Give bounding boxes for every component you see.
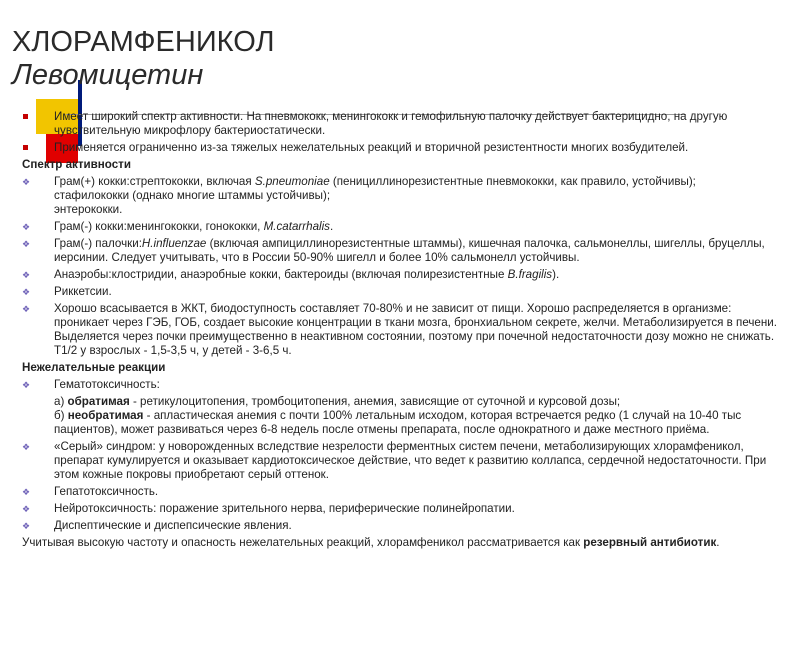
adverse-item-hepato: ❖ Гепатотоксичность.	[22, 485, 782, 499]
species-name: M.catarrhalis	[263, 220, 330, 233]
bold-term: резервный антибиотик	[583, 536, 717, 549]
adverse-item-hemato: ❖ Гематотоксичность:	[22, 378, 782, 392]
spectrum-item-grampos-cocci	[22, 175, 782, 217]
text-segment: .	[716, 536, 720, 549]
text-segment: .	[329, 220, 334, 233]
adverse-heading: Нежелательные реакции	[22, 361, 166, 374]
text-segment: Учитывая высокую частоту и опасность нежелательных реакций, хлорамфеникол рассматривается как	[22, 536, 584, 549]
bold-term: обратимая	[67, 395, 130, 408]
text-segment: - ретикулоцитопения, тромбоцитопения, анемия, зависящие от суточной и курсовой дозы;	[129, 395, 621, 408]
intro-bullet-1: Имеет широкий спектр активности. На пневмококк, менингококк и гемофильную палочку действует бактерицидно, на другую чувствительную микрофлору бактериостатически.	[22, 110, 782, 138]
conclusion	[22, 536, 782, 550]
slide-title	[12, 26, 275, 92]
text-segment: Грам(-) палочки:	[54, 237, 142, 250]
title-main: ХЛОРАМФЕНИКОЛ	[12, 26, 275, 58]
text-segment: (пенициллинорезистентные пневмококки, как правило, устойчивы);	[329, 175, 696, 188]
title-subtitle: Левомицетин	[12, 59, 204, 91]
text-segment: Анаэробы:клостридии, анаэробные кокки, бактероиды (включая полирезистентные	[54, 268, 508, 281]
spectrum-item-pharmacokinetics: ❖ Хорошо всасывается в ЖКТ, биодоступность составляет 70-80% и не зависит от пищи. Хорошо распределяется в организме: проникает через ГЭБ, ГОБ, создает высокие концентрации в ткани мозга, бронхиальном секрете, желчи. Метаболизируется в печени. Выделяется через почки преимущественно в неактивном состоянии, поэтому при почечной недостаточности дозу можно не снижать. Т1/2 у взрослых - 1,5-3,5 ч, у детей - 3-6,5 ч.	[22, 302, 782, 358]
species-name: S.pneumoniae	[254, 175, 330, 188]
text-segment: Грам(-) кокки:менингококки, гонококки,	[54, 220, 264, 233]
text-segment: а)	[54, 395, 68, 408]
text-line: стафилококки (однако многие штаммы устойчивы);	[54, 189, 331, 202]
species-name: B.fragilis	[507, 268, 553, 281]
spectrum-item-gramneg-rods	[22, 237, 782, 265]
text-line	[54, 409, 782, 437]
spectrum-heading: Спектр активности	[22, 158, 131, 171]
adverse-hemato-details	[22, 395, 782, 437]
text-segment: - апластическая анемия с почти 100% летальным исходом, которая встречается редко (1 случай на 10-40 тыс пациентов), может развиваться через 6-8 недель после отмены препарата, после однократного и даже местного приёма.	[54, 409, 742, 436]
adverse-item-grey-syndrome: ❖ «Серый» синдром: у новорожденных вследствие незрелости ферментных систем печени, метаболизирующих хлорамфеникол, препарат кумулируется и оказывает кардиотоксическое действие, что ведет к развитию коллапса, сердечной недостаточности. При этом кожные покровы приобретают серый оттенок.	[22, 440, 782, 482]
adverse-item-dyspeptic: ❖ Диспептические и диспепсические явления.	[22, 519, 782, 533]
text-segment: ).	[552, 268, 560, 281]
spectrum-item-anaerobes	[22, 268, 782, 282]
spectrum-item-rickettsia: ❖ Риккетсии.	[22, 285, 782, 299]
adverse-item-neuro: ❖ Нейротоксичность: поражение зрительного нерва, периферические полинейропатии.	[22, 502, 782, 516]
intro-bullet-2: Применяется ограниченно из-за тяжелых нежелательных реакций и вторичной резистентности многих возбудителей.	[22, 141, 782, 155]
text-segment: б)	[54, 409, 68, 422]
text-segment: Грам(+) кокки:стрептококки, включая	[54, 175, 255, 188]
bold-term: необратимая	[67, 409, 144, 422]
text-line: энтерококки.	[54, 203, 123, 216]
slide-content	[22, 110, 782, 553]
spectrum-item-gramneg-cocci	[22, 220, 782, 234]
text-segment: (включая ампициллинорезистентные штаммы), кишечная палочка, сальмонеллы, шигеллы, бруцеллы, иерсинии. Следует учитывать, что в России 50-90% шигелл и более 10% сальмонелл устойчивы.	[54, 237, 765, 264]
species-name: H.influenzae	[141, 237, 207, 250]
